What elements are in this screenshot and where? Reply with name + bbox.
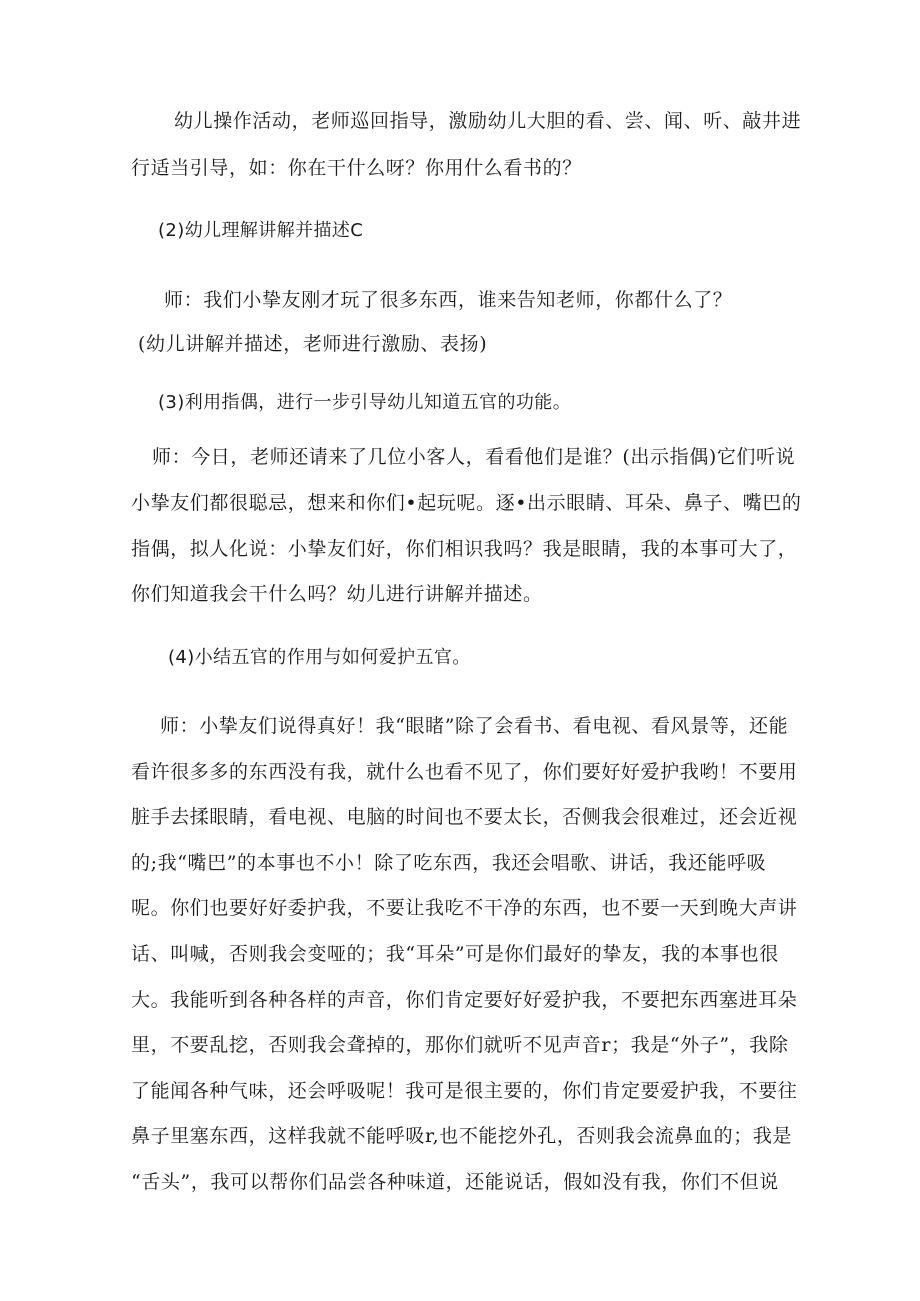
paragraph-2-line-1: 师：我们小挚友刚才玩了很多东西，谁来告知老师，你都什么了？ (164, 289, 733, 311)
paragraph-4-line-5: 呢。你们也要好好委护我，不要让我吃不干净的东西，也不要一天到晚大声讲 (131, 897, 798, 919)
paragraph-1-line-1: 幼儿操作活动，老师巡回指导，激励幼儿大胆的看、尝、闻、听、敲井进 (174, 110, 802, 132)
paragraph-4-line-4: 的;我“嘴巴”的本事也不小！除了吃东西，我还会唱歌、讲话，我还能呼吸 (131, 852, 767, 874)
paragraph-4-line-10: 鼻子里塞东西，这样我就不能呼吸r,也不能挖外孔，否则我会流鼻血的；我是 (131, 1125, 793, 1147)
paragraph-4-line-8: 里，不要乱挖，否则我会聋掉的，那你们就听不见声音r；我是“外子”，我除 (131, 1034, 789, 1056)
section-heading-4: (4)小结五官的作用与如何爱护五官。 (168, 647, 471, 668)
paragraph-4-line-2: 看许很多多的东西没有我，就什么也看不见了，你们要好好爱护我哟！不要用 (131, 761, 798, 783)
paragraph-3-line-1: 师：今日，老师还请来了几位小客人，看看他们是谁？(出示指偶)它们听说 (152, 446, 796, 468)
paragraph-4-line-11: “舌头”，我可以帮你们品尝各种味道，还能说话，假如没有我，你们不但说 (131, 1171, 779, 1193)
section-heading-3: (3)利用指偶，进行一步引导幼儿知道五官的功能。 (158, 392, 572, 413)
paragraph-3-line-4: 你们知道我会干什么吗？幼儿进行讲解并描述。 (131, 583, 543, 605)
section-heading-2: (2)幼儿理解讲解并描述C (158, 220, 364, 241)
paragraph-4-line-1: 师：小挚友们说得真好！我“眼睹”除了会看书、看电视、看风景等，还能 (160, 715, 789, 737)
paragraph-4-line-9: 了能闻各种气味，还会呼吸呢！我可是很主要的，你们肯定要爱护我，不要往 (131, 1080, 798, 1102)
paragraph-4-line-6: 话、叫喊，否则我会变哑的；我“耳朵”可是你们最好的挚友，我的本事也很 (131, 943, 779, 965)
paragraph-3-line-3: 指偶，拟人化说：小挚友们好，你们相识我吗？我是眼睛，我的本事可大了， (131, 538, 798, 560)
paragraph-4-line-3: 脏手去揉眼睛，看电视、电脑的时间也不要太长，否侧我会很难过，还会近视 (131, 806, 798, 828)
paragraph-2-line-2: (幼儿讲解并描述，老师进行激励、表扬) (138, 333, 488, 355)
paragraph-1-line-2: 行适当引导，如：你在干什么呀？你用什么看书的？ (131, 157, 582, 179)
paragraph-3-line-2: 小挚友们都很聪忌，想来和你们•起玩呢。逐•出示眼睛、耳朵、鼻子、嘴巴的 (131, 492, 802, 514)
paragraph-4-line-7: 大。我能听到各种各样的声音，你们肯定要好好爱护我，不要把东西塞进耳朵 (131, 989, 798, 1011)
